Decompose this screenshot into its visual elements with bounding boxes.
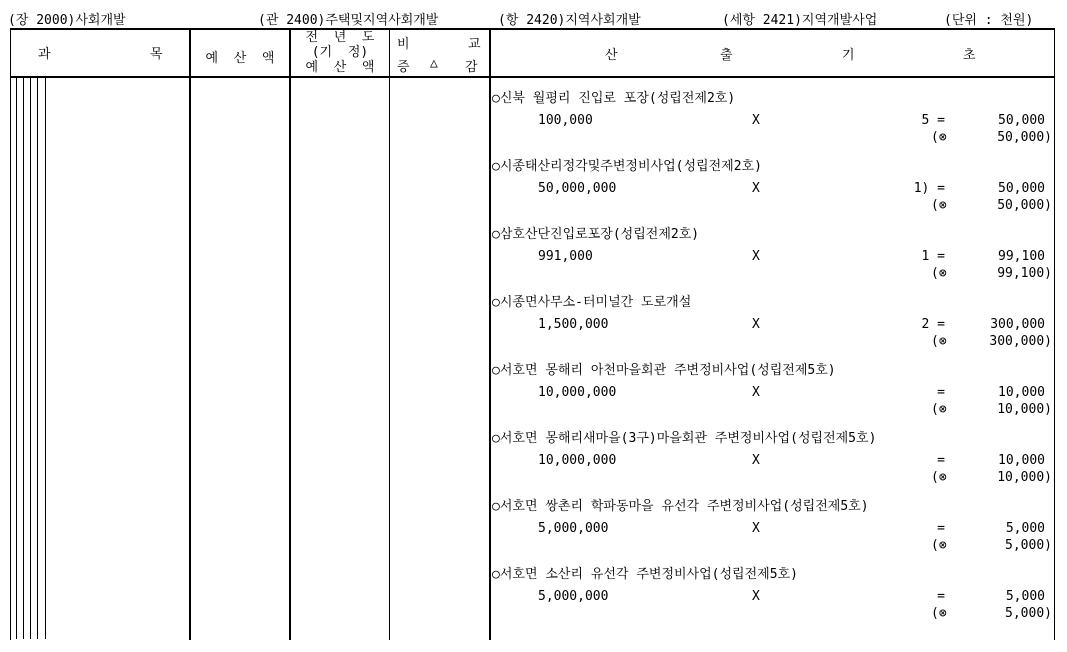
header-gwan: (관 2400)주택및지역사회개발 <box>258 13 439 28</box>
item-amount: 300,000 <box>990 317 1045 332</box>
item-paren-amount: 10,000) <box>997 402 1052 417</box>
rule-line <box>16 77 17 639</box>
item-times: X <box>752 181 760 196</box>
col-prev-3: 예 산 액 <box>305 60 375 75</box>
item-amount: 10,000 <box>998 385 1045 400</box>
item-paren: (⊗ <box>931 334 947 349</box>
item-title: ○서호면 소산리 유선각 주변정비사업(성립전제5호) <box>492 567 798 582</box>
item-unit-price: 100,000 <box>538 113 593 128</box>
item-unit-price: 10,000,000 <box>538 453 617 468</box>
item-qty: = <box>937 385 945 400</box>
item-unit-price: 1,500,000 <box>538 317 609 332</box>
item-amount: 99,100 <box>998 249 1045 264</box>
item-unit-price: 5,000,000 <box>538 589 609 604</box>
item-paren-amount: 10,000) <box>997 470 1052 485</box>
item-times: X <box>752 589 760 604</box>
item-times: X <box>752 521 760 536</box>
item-paren-amount: 5,000) <box>1005 606 1052 621</box>
item-paren: (⊗ <box>931 538 947 553</box>
col-divider-1 <box>189 28 191 640</box>
col-compare-1: 비 <box>397 37 410 52</box>
item-paren: (⊗ <box>931 606 947 621</box>
item-title: ○서호면 몽해리새마을(3구)마을회관 주변정비사업(성립전제5호) <box>492 431 877 446</box>
header-sehang: (세항 2421)지역개발사업 <box>722 13 878 28</box>
item-amount: 5,000 <box>1005 589 1045 604</box>
item-qty: = <box>937 453 945 468</box>
col-gwamok-1: 과 <box>38 47 51 62</box>
rule-line <box>45 77 46 639</box>
col-divider-4 <box>489 28 491 640</box>
col-divider-3 <box>389 28 390 640</box>
item-qty: 1 = <box>921 249 945 264</box>
col-gwamok-2: 목 <box>150 47 163 62</box>
table-top-border <box>10 28 1055 30</box>
header-hang: (항 2420)지역사회개발 <box>498 13 641 28</box>
rule-line <box>23 77 24 639</box>
item-title: ○시종태산리정각및주변정비사업(성립전제2호) <box>492 159 762 174</box>
item-paren-amount: 50,000) <box>997 130 1052 145</box>
item-paren: (⊗ <box>931 470 947 485</box>
item-paren-amount: 5,000) <box>1005 538 1052 553</box>
col-compare-4: △ <box>430 56 438 71</box>
item-title: ○서호면 쌍촌리 학파동마을 유선각 주변정비사업(성립전제5호) <box>492 499 869 514</box>
col-basis-4: 초 <box>963 48 976 63</box>
item-paren: (⊗ <box>931 266 947 281</box>
item-title: ○서호면 몽해리 아천마을회관 주변정비사업(성립전제5호) <box>492 363 836 378</box>
item-paren: (⊗ <box>931 130 947 145</box>
item-title: ○신북 월평리 진입로 포장(성립전제2호) <box>492 91 736 106</box>
item-times: X <box>752 113 760 128</box>
rule-line <box>37 77 38 639</box>
table-left-border <box>10 28 11 640</box>
col-prev-2: (기 정) <box>311 45 369 60</box>
item-unit-price: 50,000,000 <box>538 181 617 196</box>
item-title: ○삼호산단진입로포장(성립전제2호) <box>492 227 700 242</box>
col-budget: 예 산 액 <box>205 51 275 66</box>
col-basis-2: 출 <box>720 48 733 63</box>
item-times: X <box>752 249 760 264</box>
rule-line <box>30 77 31 639</box>
col-prev-1: 전 년 도 <box>305 30 375 45</box>
col-divider-2 <box>289 28 291 640</box>
item-qty: = <box>937 589 945 604</box>
item-paren: (⊗ <box>931 198 947 213</box>
item-times: X <box>752 453 760 468</box>
col-compare-3: 증 <box>397 60 410 75</box>
table-header-border <box>10 76 1055 78</box>
item-qty: = <box>937 521 945 536</box>
item-paren-amount: 99,100) <box>997 266 1052 281</box>
item-amount: 50,000 <box>998 181 1045 196</box>
header-jang: (장 2000)사회개발 <box>8 13 126 28</box>
item-paren-amount: 50,000) <box>997 198 1052 213</box>
item-amount: 5,000 <box>1005 521 1045 536</box>
item-amount: 50,000 <box>998 113 1045 128</box>
col-compare-5: 감 <box>465 60 478 75</box>
item-paren-amount: 300,000) <box>989 334 1052 349</box>
col-compare-2: 교 <box>468 37 481 52</box>
item-amount: 10,000 <box>998 453 1045 468</box>
item-unit-price: 991,000 <box>538 249 593 264</box>
item-qty: 5 = <box>921 113 945 128</box>
item-unit-price: 5,000,000 <box>538 521 609 536</box>
item-paren: (⊗ <box>931 402 947 417</box>
item-times: X <box>752 317 760 332</box>
item-title: ○시종면사무소-터미널간 도로개설 <box>492 295 692 310</box>
header-unit: (단위 : 천원) <box>944 13 1034 28</box>
item-unit-price: 10,000,000 <box>538 385 617 400</box>
table-right-border <box>1054 28 1055 640</box>
item-times: X <box>752 385 760 400</box>
item-qty: 1) = <box>913 181 945 196</box>
col-basis-3: 기 <box>842 48 855 63</box>
col-basis-1: 산 <box>605 48 618 63</box>
item-qty: 2 = <box>921 317 945 332</box>
